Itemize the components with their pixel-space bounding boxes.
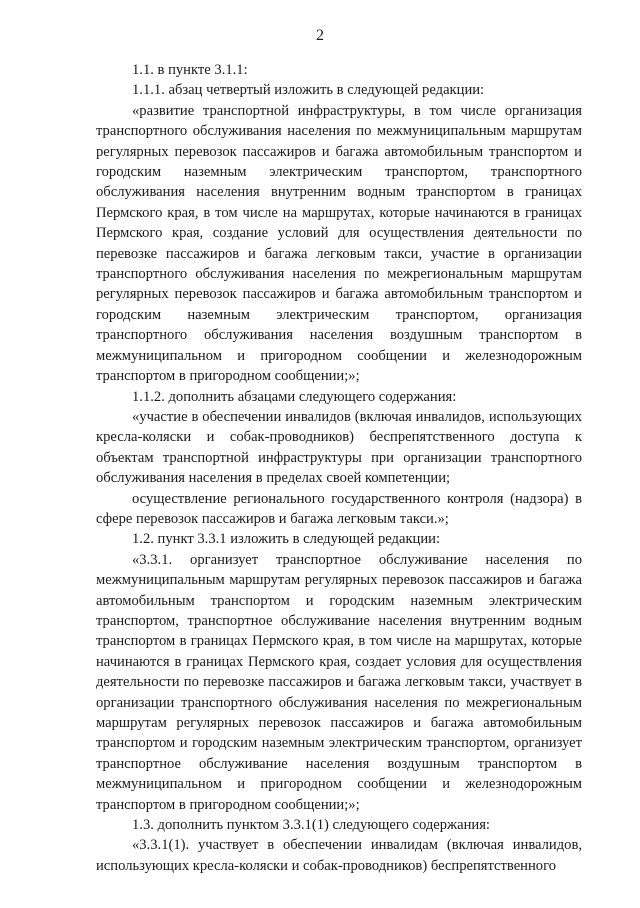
paragraph-quote-development: «развитие транспортной инфраструктуры, в том числе организация транспортного обслуживания населения по межмуниципальным маршрутам регулярных перевозок пассажиров и багажа автомобильным транспортом и городским наземным электрическим транспортом, транспортного обслуживания населения внутренним водным транспортом в границах Пермского края, в том числе на маршрутах, которые начинаются в границах Пермского края, создание условий для осуществления деятельности по перевозке пассажиров и багажа легковым такси, участие в организации транспортного обслуживания населения по межрегиональным маршрутам регулярных перевозок пассажиров и багажа автомобильным транспортом и городским наземным электрическим транспортом, организация транспортного обслуживания населения воздушным транспортом в межмуниципальном и пригородном сообщении и железнодорожным транспортом в пригородном сообщении;»; (96, 102, 582, 385)
paragraph-quote-3-3-1: «3.3.1. организует транспортное обслуживание населения по межмуниципальным маршрутам регулярных перевозок пассажиров и багажа автомобильным транспортом и городским наземным электрическим транспортом, транспортное обслуживание населения внутренним водным транспортом в границах Пермского края, в том числе на маршрутах, которые начинаются в границах Пермского края, создает условия для осуществления деятельности по перевозке пассажиров и багажа легковым такси, участвует в организации транспортного обслуживания населения по межрегиональным маршрутам регулярных перевозок пассажиров и багажа автомобильным транспортом и городским наземным электрическим транспортом, организует транспортное обслуживание населения воздушным транспортом в межмуниципальном и пригородном сообщении и железнодорожным транспортом в пригородном сообщении;»; (96, 551, 582, 813)
paragraph-1-1-1: 1.1.1. абзац четвертый изложить в следующей редакции: (132, 82, 485, 99)
page-number: 2 (316, 27, 324, 44)
paragraph-1-3: 1.3. дополнить пунктом 3.3.1(1) следующего содержания: (132, 817, 490, 834)
paragraph-regional-control: осуществление регионального государственного контроля (надзора) в сфере перевозок пассажиров и багажа легковым такси.»; (96, 490, 582, 527)
paragraph-quote-disabled-access: «участие в обеспечении инвалидов (включая инвалидов, использующих кресла-коляски и собак-проводников) беспрепятственного доступа к объектам транспортной инфраструктуры при организации транспортного обслуживания населения в пределах своей компетенции; (96, 408, 582, 487)
paragraph-1-2: 1.2. пункт 3.3.1 изложить в следующей редакции: (132, 531, 441, 548)
paragraph-1-1-2: 1.1.2. дополнить абзацами следующего содержания: (132, 388, 457, 405)
paragraph-quote-3-3-1-1: «3.3.1(1). участвует в обеспечении инвалидам (включая инвалидов, использующих кресла-коляски и собак-проводников) беспрепятственного (96, 837, 582, 874)
paragraph-1-1: 1.1. в пункте 3.1.1: (132, 62, 248, 78)
document-body (96, 60, 582, 876)
